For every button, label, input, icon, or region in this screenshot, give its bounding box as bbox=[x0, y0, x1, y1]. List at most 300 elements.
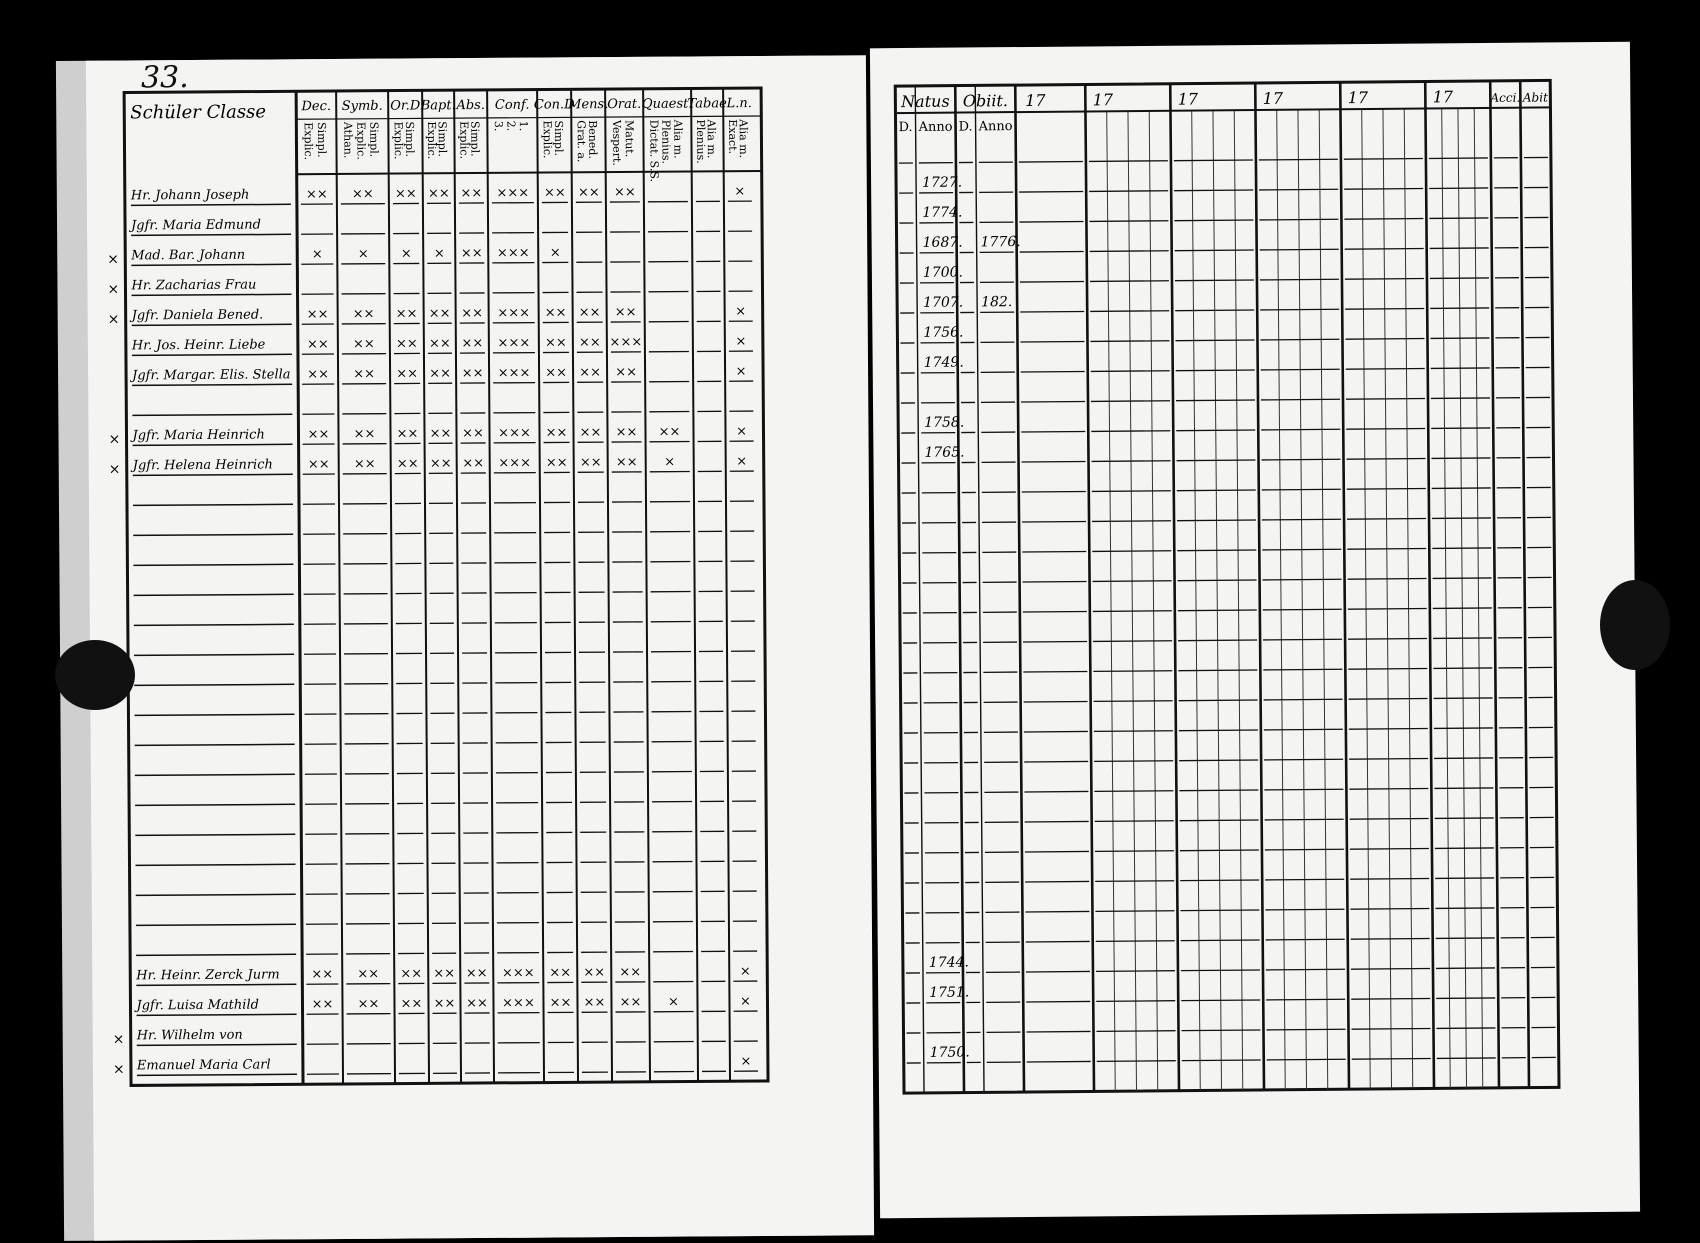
cell-rule bbox=[1263, 669, 1342, 670]
progress-mark: ×× bbox=[544, 305, 567, 321]
column-header: Or.D bbox=[390, 98, 421, 114]
cell-rule bbox=[1433, 578, 1492, 579]
progress-mark: ×× bbox=[545, 455, 568, 471]
column-header: 17 bbox=[1262, 88, 1284, 108]
progress-mark: ×× bbox=[428, 336, 451, 352]
progress-mark: ×× bbox=[466, 995, 488, 1012]
cell-rule bbox=[1178, 670, 1257, 671]
birth-year: 1751. bbox=[929, 984, 970, 1001]
margin-mark: × bbox=[108, 431, 121, 448]
column-header: 17 bbox=[1177, 89, 1199, 109]
cell-rule bbox=[1429, 188, 1488, 189]
progress-mark: ×× bbox=[305, 187, 328, 203]
column-subheader: Simpl. bbox=[314, 122, 329, 158]
cell-rule bbox=[1436, 968, 1495, 969]
column-rule bbox=[388, 91, 395, 1084]
cell-rule bbox=[1433, 608, 1492, 609]
progress-mark: × bbox=[735, 334, 747, 350]
birth-year: 1744. bbox=[928, 954, 970, 971]
progress-mark: × bbox=[736, 454, 748, 470]
cell-rule bbox=[1021, 431, 1085, 432]
cell-rule bbox=[1020, 341, 1084, 342]
cell-rule bbox=[1434, 728, 1493, 729]
progress-mark: × bbox=[311, 247, 323, 263]
cell-rule bbox=[1345, 279, 1424, 280]
cell-rule bbox=[1347, 489, 1426, 490]
cell-rule bbox=[1436, 998, 1495, 999]
column-header: Tabae bbox=[687, 96, 727, 112]
column-rule bbox=[1425, 81, 1434, 1088]
cell-rule bbox=[1264, 789, 1343, 790]
progress-mark: ×× bbox=[400, 996, 423, 1012]
name-rule bbox=[131, 234, 291, 235]
progress-mark: ××× bbox=[498, 425, 531, 441]
cell-rule bbox=[1348, 638, 1427, 639]
pupil-name: Hr. Jos. Heinr. Liebe bbox=[131, 337, 266, 354]
column-header: L.n. bbox=[726, 96, 752, 112]
column-subheader: Simpl. bbox=[367, 121, 381, 158]
sub-column-rule bbox=[1234, 110, 1243, 1090]
column-rule bbox=[571, 89, 578, 1082]
cell-rule bbox=[1264, 729, 1343, 730]
cell-rule bbox=[1344, 159, 1423, 160]
progress-mark: ×× bbox=[395, 306, 418, 322]
sub-column-rule bbox=[1362, 109, 1371, 1089]
column-rule bbox=[1340, 82, 1349, 1089]
cell-rule bbox=[1022, 551, 1086, 552]
progress-mark: ×× bbox=[545, 425, 568, 441]
progress-mark: ×× bbox=[307, 427, 330, 443]
pupil-name: Jgfr. Maria Edmund bbox=[130, 217, 262, 234]
progress-mark: ×× bbox=[311, 997, 334, 1013]
pupil-name: Hr. Heinr. Zerck Jurm bbox=[136, 967, 280, 984]
column-subheader: Anno bbox=[918, 119, 953, 135]
name-rule bbox=[137, 1044, 297, 1045]
cell-rule bbox=[1262, 519, 1341, 520]
progress-mark: ×× bbox=[545, 365, 568, 381]
cell-rule bbox=[1430, 248, 1489, 249]
sub-column-rule bbox=[1442, 108, 1451, 1088]
cell-rule bbox=[1177, 460, 1256, 461]
birth-year: 1756. bbox=[923, 324, 964, 341]
cell-rule bbox=[1349, 698, 1428, 699]
cell-rule bbox=[1345, 249, 1424, 250]
cell-rule bbox=[1265, 819, 1344, 820]
cell-rule bbox=[1260, 279, 1339, 280]
cell-rule bbox=[1433, 638, 1492, 639]
name-rule bbox=[133, 534, 293, 535]
column-subheader: 3. bbox=[491, 120, 505, 132]
column-header: 17 bbox=[1432, 87, 1454, 107]
cell-rule bbox=[1429, 218, 1488, 219]
ink-blot-right bbox=[1600, 580, 1670, 670]
progress-mark: ×× bbox=[460, 245, 483, 262]
cell-rule bbox=[1090, 311, 1169, 312]
cell-rule bbox=[1345, 309, 1424, 310]
cell-rule bbox=[1175, 310, 1254, 311]
cell-rule bbox=[1177, 550, 1256, 551]
progress-mark: × bbox=[735, 424, 748, 440]
name-rule bbox=[135, 834, 295, 835]
cell-rule bbox=[1022, 521, 1086, 522]
margin-mark: × bbox=[108, 461, 121, 478]
progress-mark: ×× bbox=[579, 425, 602, 441]
margin-mark: × bbox=[107, 311, 120, 328]
column-subheader: D. bbox=[898, 119, 913, 136]
column-subheader: Explic. bbox=[540, 120, 554, 159]
column-header: Natus bbox=[901, 91, 950, 112]
cell-rule bbox=[1434, 698, 1493, 699]
cell-rule bbox=[1025, 851, 1089, 852]
progress-mark: ×× bbox=[577, 185, 600, 201]
progress-mark: ×× bbox=[462, 425, 484, 442]
cell-rule bbox=[1097, 1061, 1176, 1062]
column-subheader: Dictat. S.S. bbox=[647, 119, 661, 182]
cell-rule bbox=[1348, 668, 1427, 669]
cell-rule bbox=[1431, 368, 1490, 369]
cell-rule bbox=[1263, 609, 1342, 610]
cell-rule bbox=[1265, 879, 1344, 880]
cell-rule bbox=[1094, 791, 1173, 792]
progress-mark: ×× bbox=[461, 365, 484, 382]
column-rule bbox=[537, 90, 544, 1083]
name-rule bbox=[133, 474, 293, 475]
cell-rule bbox=[1179, 760, 1258, 761]
cell-rule bbox=[1026, 1001, 1090, 1002]
cell-rule bbox=[1024, 761, 1088, 762]
column-header: Bapt. bbox=[420, 98, 456, 114]
column-subheader: Simpl. bbox=[468, 120, 482, 157]
progress-mark: ×× bbox=[394, 186, 417, 202]
progress-mark: ×× bbox=[353, 426, 376, 442]
margin-mark: × bbox=[112, 1031, 125, 1048]
cell-rule bbox=[1263, 579, 1342, 580]
cell-rule bbox=[1022, 491, 1086, 492]
cell-rule bbox=[1435, 908, 1494, 909]
cell-rule bbox=[1176, 400, 1255, 401]
cell-rule bbox=[1347, 549, 1426, 550]
right-register-table bbox=[870, 42, 1640, 1219]
cell-rule bbox=[1025, 911, 1089, 912]
cell-rule bbox=[1023, 581, 1087, 582]
cell-rule bbox=[1096, 941, 1175, 942]
column-rule bbox=[1490, 81, 1499, 1088]
cell-rule bbox=[1266, 969, 1345, 970]
cell-rule bbox=[1181, 940, 1260, 941]
progress-mark: ×× bbox=[461, 335, 484, 352]
cell-rule bbox=[1267, 1059, 1346, 1060]
progress-mark: × bbox=[734, 184, 746, 200]
name-rule bbox=[133, 444, 293, 445]
cell-rule bbox=[1432, 518, 1491, 519]
cell-rule bbox=[1179, 700, 1258, 701]
cell-rule bbox=[1261, 429, 1340, 430]
progress-mark: × bbox=[433, 246, 445, 262]
birth-year: 1707. bbox=[923, 294, 964, 311]
cell-rule bbox=[1089, 191, 1168, 192]
progress-mark: ×× bbox=[613, 184, 636, 201]
progress-mark: ×× bbox=[619, 964, 642, 981]
cell-rule bbox=[1436, 938, 1495, 939]
progress-mark: × bbox=[400, 246, 412, 262]
cell-rule bbox=[1349, 758, 1428, 759]
cell-rule bbox=[1091, 371, 1170, 372]
column-header: Obiit. bbox=[962, 91, 1009, 111]
column-header: 17 bbox=[1025, 90, 1046, 110]
cell-rule bbox=[1350, 908, 1429, 909]
cell-rule bbox=[1346, 369, 1425, 370]
progress-mark: ××× bbox=[502, 995, 535, 1011]
column-header: Acci. bbox=[1490, 90, 1521, 105]
column-subheader: Exact. bbox=[725, 119, 740, 155]
table-frame bbox=[124, 88, 768, 1085]
progress-mark: ×× bbox=[549, 995, 572, 1011]
cell-rule bbox=[1092, 491, 1171, 492]
column-subheader: Explic. bbox=[301, 122, 315, 161]
column-rule bbox=[605, 89, 612, 1082]
cell-rule bbox=[1430, 338, 1489, 339]
cell-rule bbox=[1263, 639, 1342, 640]
cell-rule bbox=[1021, 401, 1085, 402]
cell-rule bbox=[1436, 1028, 1495, 1029]
column-rule bbox=[643, 89, 650, 1082]
name-rule bbox=[132, 384, 292, 385]
column-header: Dec. bbox=[301, 99, 332, 115]
progress-mark: ×× bbox=[615, 454, 638, 471]
progress-mark: ×× bbox=[615, 364, 638, 381]
name-rule bbox=[136, 924, 296, 925]
name-rule bbox=[137, 1014, 297, 1015]
cell-rule bbox=[1261, 369, 1340, 370]
cell-rule bbox=[1264, 759, 1343, 760]
column-header: Mens. bbox=[568, 97, 609, 113]
pupil-name: Jgfr. Luisa Mathild bbox=[136, 997, 259, 1014]
pupil-name: Jgfr. Margar. Elis. Stella bbox=[132, 367, 291, 384]
column-subheader: Grat. a. bbox=[574, 120, 588, 163]
cell-rule bbox=[1430, 308, 1489, 309]
cell-rule bbox=[1095, 881, 1174, 882]
cell-rule bbox=[1262, 459, 1341, 460]
name-rule bbox=[136, 864, 296, 865]
progress-mark: × bbox=[667, 994, 679, 1010]
column-rule bbox=[1255, 83, 1264, 1090]
name-rule bbox=[136, 894, 296, 895]
progress-mark: ×× bbox=[351, 186, 374, 202]
progress-mark: ×× bbox=[460, 185, 483, 202]
cell-rule bbox=[1174, 190, 1253, 191]
column-subheader: Athan. bbox=[341, 121, 355, 159]
birth-year: 1774. bbox=[922, 204, 963, 221]
name-rule bbox=[134, 684, 294, 685]
progress-mark: ×× bbox=[583, 995, 606, 1011]
cell-rule bbox=[1266, 939, 1345, 940]
progress-mark: ×× bbox=[544, 335, 567, 351]
progress-mark: ×× bbox=[311, 967, 334, 983]
progress-mark: ×× bbox=[429, 366, 452, 382]
cell-rule bbox=[1019, 221, 1083, 222]
cell-rule bbox=[1349, 788, 1428, 789]
cell-rule bbox=[1020, 251, 1084, 252]
sub-column-rule bbox=[1298, 110, 1307, 1090]
progress-mark: ×× bbox=[433, 996, 456, 1012]
cell-rule bbox=[1260, 249, 1339, 250]
column-rule bbox=[1085, 84, 1094, 1091]
cell-rule bbox=[1432, 458, 1491, 459]
cell-rule bbox=[1025, 821, 1089, 822]
cell-rule bbox=[1346, 399, 1425, 400]
name-rule bbox=[135, 744, 295, 745]
cell-rule bbox=[1026, 1031, 1090, 1032]
progress-mark: ×× bbox=[352, 336, 375, 352]
cell-rule bbox=[1346, 429, 1425, 430]
name-rule bbox=[135, 774, 295, 775]
sub-column-rule bbox=[1107, 111, 1116, 1091]
cell-rule bbox=[1429, 158, 1488, 159]
progress-mark: ×× bbox=[465, 965, 488, 982]
cell-rule bbox=[1259, 219, 1338, 220]
cell-rule bbox=[1089, 161, 1168, 162]
progress-mark: ×× bbox=[658, 424, 681, 440]
column-header: Conf. bbox=[494, 97, 530, 113]
progress-mark: ×× bbox=[307, 457, 330, 473]
progress-mark: ×× bbox=[615, 424, 638, 441]
cell-rule bbox=[1260, 309, 1339, 310]
cell-rule bbox=[1435, 818, 1494, 819]
column-subheader: Alia m. bbox=[704, 119, 718, 159]
pupil-name: Jgfr. Helena Heinrich bbox=[132, 457, 273, 474]
cell-rule bbox=[1264, 699, 1343, 700]
cell-rule bbox=[1096, 1031, 1175, 1032]
cell-rule bbox=[1431, 428, 1490, 429]
cell-rule bbox=[1175, 340, 1254, 341]
pupil-name: Emanuel Maria Carl bbox=[136, 1057, 271, 1074]
column-subheader: Vespert. bbox=[609, 119, 624, 166]
cell-rule bbox=[1175, 250, 1254, 251]
name-rule bbox=[136, 954, 296, 955]
progress-mark: ×× bbox=[400, 966, 423, 982]
cell-rule bbox=[1434, 758, 1493, 759]
cell-rule bbox=[1091, 401, 1170, 402]
progress-mark: ××× bbox=[496, 245, 530, 261]
column-rule bbox=[1520, 81, 1529, 1088]
cell-rule bbox=[1178, 640, 1257, 641]
name-rule bbox=[132, 354, 292, 355]
name-rule bbox=[133, 504, 293, 505]
page-number: 33. bbox=[140, 60, 189, 96]
death-year: 1776. bbox=[980, 234, 1021, 251]
cell-rule bbox=[1181, 1030, 1260, 1031]
cell-rule bbox=[1348, 608, 1427, 609]
progress-mark: ×× bbox=[307, 367, 330, 383]
pupil-name: Jgfr. Daniela Bened. bbox=[131, 307, 264, 324]
cell-rule bbox=[1020, 281, 1084, 282]
cell-rule bbox=[1181, 1000, 1260, 1001]
cell-rule bbox=[1352, 1058, 1431, 1059]
cell-rule bbox=[1027, 1061, 1091, 1062]
progress-mark: ××× bbox=[497, 365, 531, 381]
cell-rule bbox=[1174, 220, 1253, 221]
cell-rule bbox=[1434, 788, 1493, 789]
column-subheader: Explic. bbox=[424, 121, 439, 160]
progress-mark: ××× bbox=[501, 965, 535, 981]
progress-mark: × bbox=[735, 304, 747, 320]
progress-mark: ×× bbox=[433, 966, 456, 982]
name-rule bbox=[131, 264, 291, 265]
cell-rule bbox=[1351, 998, 1430, 999]
cell-rule bbox=[1262, 489, 1341, 490]
progress-mark: × bbox=[739, 964, 751, 980]
column-header: 17 bbox=[1092, 90, 1114, 110]
column-rule bbox=[296, 91, 303, 1084]
column-header: Symb. bbox=[341, 98, 383, 114]
progress-mark: × bbox=[740, 1054, 752, 1070]
name-rule bbox=[133, 564, 293, 565]
cell-rule bbox=[1180, 820, 1259, 821]
cell-rule bbox=[1023, 611, 1087, 612]
birth-year: 1758. bbox=[924, 414, 965, 431]
progress-mark: ×× bbox=[357, 996, 380, 1012]
cell-rule bbox=[1262, 549, 1341, 550]
cell-rule bbox=[1177, 520, 1256, 521]
cell-rule bbox=[1089, 221, 1168, 222]
progress-mark: ×× bbox=[306, 307, 329, 323]
sub-column-rule bbox=[1192, 111, 1201, 1091]
cell-rule bbox=[1180, 880, 1259, 881]
cell-rule bbox=[1260, 339, 1339, 340]
cell-rule bbox=[1093, 611, 1172, 612]
cell-rule bbox=[1345, 339, 1424, 340]
column-rule bbox=[422, 90, 429, 1083]
cell-rule bbox=[1350, 878, 1429, 879]
cell-rule bbox=[1024, 791, 1088, 792]
progress-mark: ×× bbox=[429, 456, 452, 472]
cell-rule bbox=[1019, 191, 1083, 192]
cell-rule bbox=[1265, 849, 1344, 850]
sub-column-rule bbox=[1404, 109, 1413, 1089]
progress-mark: ×× bbox=[462, 455, 485, 472]
progress-mark: ×× bbox=[352, 306, 375, 322]
column-subheader: Matut. bbox=[622, 119, 636, 158]
pupil-name: Mad. Bar. Johann bbox=[131, 247, 246, 264]
progress-mark: ×× bbox=[395, 336, 418, 352]
cell-rule bbox=[1181, 970, 1260, 971]
column-subheader: Simpl. bbox=[435, 121, 449, 157]
sub-column-rule bbox=[1277, 110, 1286, 1090]
cell-rule bbox=[1350, 818, 1429, 819]
progress-mark: ×× bbox=[428, 306, 451, 322]
death-year: 182. bbox=[981, 294, 1013, 311]
cell-rule bbox=[1266, 999, 1345, 1000]
cell-rule bbox=[1090, 251, 1169, 252]
cell-rule bbox=[1344, 189, 1423, 190]
margin-mark: × bbox=[112, 1061, 125, 1078]
left-register-page bbox=[86, 55, 874, 1240]
column-rule bbox=[723, 88, 730, 1081]
cell-rule bbox=[1432, 548, 1491, 549]
column-subheader: Plenius. bbox=[659, 119, 673, 164]
name-column-header: Schüler Classe bbox=[130, 101, 267, 124]
sub-column-rule bbox=[1474, 108, 1483, 1088]
cell-rule bbox=[1261, 399, 1340, 400]
progress-mark: ××× bbox=[498, 455, 532, 471]
cell-rule bbox=[1435, 848, 1494, 849]
progress-mark: ×× bbox=[614, 304, 637, 321]
cell-rule bbox=[1096, 971, 1175, 972]
cell-rule bbox=[1435, 878, 1494, 879]
progress-mark: ×× bbox=[306, 337, 329, 353]
cell-rule bbox=[1347, 519, 1426, 520]
progress-mark: ×× bbox=[543, 185, 566, 201]
